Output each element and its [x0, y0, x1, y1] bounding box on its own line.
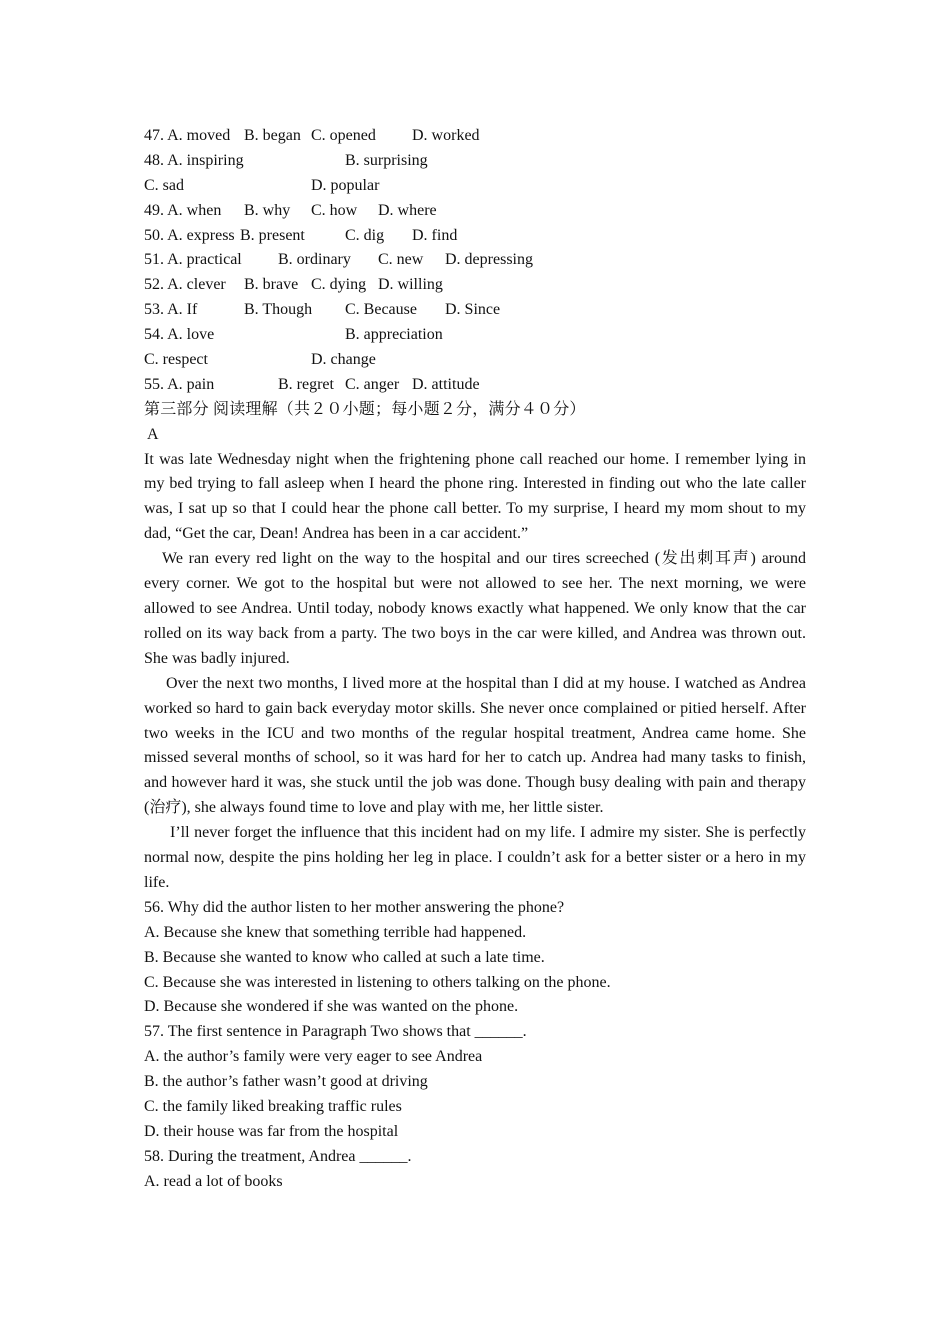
option-55b: B. regret: [278, 375, 334, 393]
option-54d: D. change: [311, 351, 376, 369]
cloze-row-52: [144, 273, 806, 298]
question-56-option-b: B. Because she wanted to know who called at such a late time.: [144, 948, 545, 966]
option-53c: C. Because: [345, 301, 417, 319]
question-56: 56. Why did the author listen to her mother answering the phone?: [144, 898, 565, 916]
cloze-row-48b: [144, 174, 806, 199]
option-47c: C. opened: [311, 127, 376, 144]
cloze-row-49: [144, 199, 806, 224]
passage-paragraph-2: We ran every red light on the way to the hospital and our tires screeched (发出刺耳声) around every corner. We got to the hospital but were not allowed to see her. The next morning, we were allowed to see Andrea. Until today, nobody knows exactly what happened. We only know that the car rolled on its way back from a party. The two boys in the car were killed, and Andrea was thrown out. She was badly injured.: [144, 550, 806, 667]
option-53d: D. Since: [445, 301, 501, 319]
option-55d: D. attitude: [412, 375, 480, 393]
option-50a: 50. A. express: [144, 226, 235, 244]
option-52d: D. willing: [378, 276, 443, 294]
question-57-option-d: D. their house was far from the hospital: [144, 1122, 399, 1140]
option-52a: 52. A. clever: [144, 276, 226, 294]
option-49d: D. where: [378, 201, 437, 219]
option-54c: C. respect: [144, 351, 208, 369]
option-47d: D. worked: [412, 127, 480, 144]
option-52c: C. dying: [311, 276, 367, 294]
option-51d: D. depressing: [445, 251, 533, 269]
option-50d: D. find: [412, 226, 458, 244]
cloze-row-54a: [144, 323, 806, 348]
question-56-option-a: A. Because she knew that something terrible had happened.: [144, 923, 527, 941]
option-49a: 49. A. when: [144, 201, 222, 219]
option-51a: 51. A. practical: [144, 251, 242, 269]
option-50b: B. present: [240, 226, 305, 244]
cloze-row-54b: [144, 348, 806, 373]
cloze-row-48a: [144, 149, 806, 174]
passage-paragraph-4: I’ll never forget the influence that this incident had on my life. I admire my sister. She is perfectly normal now, despite the pins holding her leg in place. I couldn’t ask for a better sister or a hero in my life.: [144, 824, 806, 891]
option-48c: C. sad: [144, 176, 184, 194]
option-50c: C. dig: [345, 226, 385, 244]
option-53a: 53. A. If: [144, 301, 198, 319]
option-55c: C. anger: [345, 375, 400, 393]
option-49c: C. how: [311, 201, 358, 219]
option-54a: 54. A. love: [144, 326, 215, 344]
option-47b: B. began: [244, 127, 301, 144]
passage-paragraph-3: Over the next two months, I lived more at the hospital than I did at my house. I watched as Andrea worked so hard to gain back everyday motor skills. She never once complained or pitied herself. After two weeks in the ICU and two months of the regular hospital treatment, Andrea came home. She missed several months of school, so it was hard for her to catch up. Andrea had many tasks to finish, and however hard it was, she stuck until the job was done. Though busy dealing with pain and therapy (治疗), she always found time to love and play with me, her little sister.: [144, 674, 806, 817]
option-53b: B. Though: [244, 301, 313, 319]
option-49b: B. why: [244, 201, 291, 219]
option-48d: D. popular: [311, 176, 380, 194]
question-58-option-a: A. read a lot of books: [144, 1172, 283, 1190]
question-56-option-d: D. Because she wondered if she was wanted on the phone.: [144, 998, 519, 1016]
cloze-row-51: [144, 248, 806, 273]
question-58: 58. During the treatment, Andrea ______.: [144, 1147, 412, 1165]
option-48a: 48. A. inspiring: [144, 151, 244, 169]
cloze-row-53: [144, 298, 806, 323]
option-55a: 55. A. pain: [144, 375, 215, 393]
passage-label: A: [147, 425, 159, 443]
option-51c: C. new: [378, 251, 424, 269]
cloze-row-50: [144, 224, 806, 249]
question-57-option-b: B. the author’s father wasn’t good at driving: [144, 1073, 428, 1091]
cloze-row-55: [144, 373, 806, 398]
option-52b: B. brave: [244, 276, 299, 294]
option-48b: B. surprising: [345, 151, 428, 169]
exam-page: [144, 124, 806, 1195]
question-56-option-c: C. Because she was interested in listening to others talking on the phone.: [144, 973, 611, 991]
passage-paragraph-1: It was late Wednesday night when the frightening phone call reached our home. I remember lying in my bed trying to fall asleep when I heard the phone ring. Interested in finding out who the late caller was, I sat up so that I could hear the phone call better. To my surprise, I heard my mom shout to my dad, “Get the car, Dean! Andrea has been in a car accident.”: [144, 450, 806, 543]
question-57: 57. The first sentence in Paragraph Two shows that ______.: [144, 1023, 527, 1041]
option-54b: B. appreciation: [345, 326, 443, 344]
cloze-row-47: [144, 124, 806, 149]
question-57-option-a: A. the author’s family were very eager to see Andrea: [144, 1048, 483, 1066]
section-heading: 第三部分 阅读理解（共２０小题；每小题２分，满分４０分）: [144, 400, 586, 418]
option-47a: 47. A. moved: [144, 127, 231, 144]
option-51b: B. ordinary: [278, 251, 351, 269]
question-57-option-c: C. the family liked breaking traffic rules: [144, 1098, 402, 1116]
